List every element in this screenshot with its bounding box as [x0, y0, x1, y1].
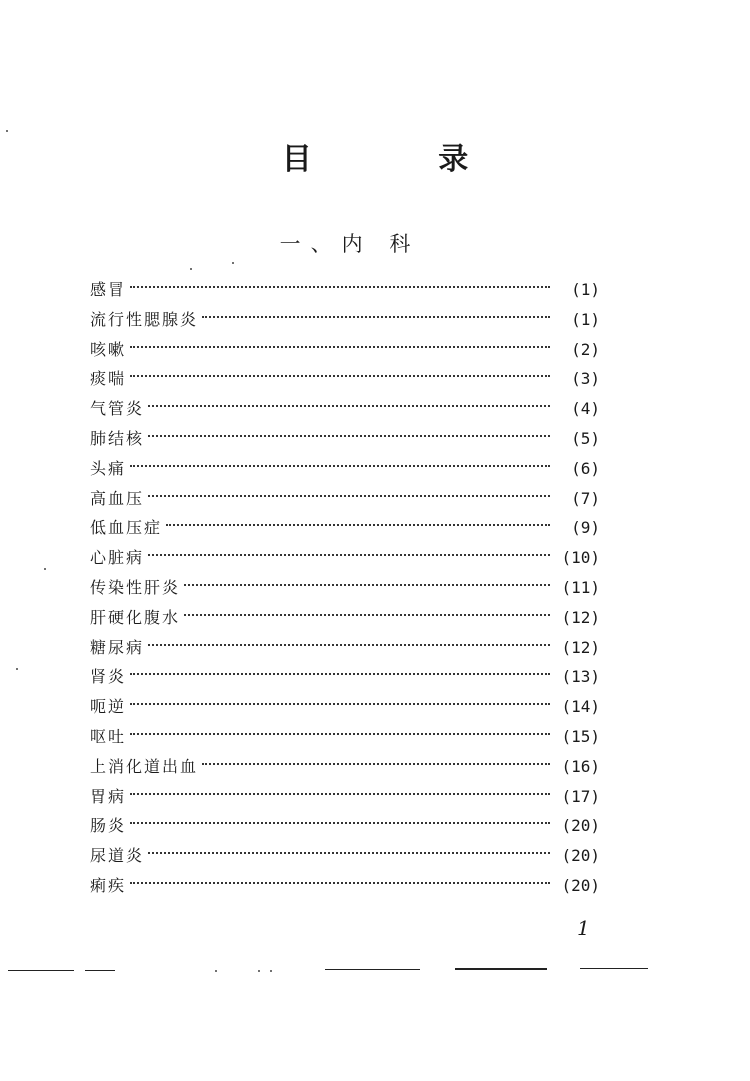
scan-speck — [190, 268, 192, 270]
scan-speck — [215, 970, 217, 972]
scan-speck — [258, 970, 260, 972]
dot-leader — [148, 644, 550, 646]
page-number: 1 — [577, 916, 590, 940]
toc-entry — [90, 335, 600, 365]
toc-entry-label: 咳嗽 — [90, 339, 127, 359]
section-heading: 一、内 科 — [279, 232, 421, 256]
toc-entry — [90, 275, 600, 305]
toc-entry-page: (2) — [571, 339, 600, 359]
toc-entry — [90, 662, 600, 692]
toc-entry — [90, 424, 600, 454]
table-of-contents — [90, 275, 600, 901]
toc-entry — [90, 811, 600, 841]
dot-leader — [148, 435, 550, 437]
scan-speck — [6, 130, 8, 132]
scan-line — [325, 969, 420, 970]
toc-entry-label: 肾炎 — [90, 667, 127, 687]
page-title: 目 录 — [281, 142, 527, 177]
toc-entry-page: (11) — [561, 577, 600, 597]
toc-entry-label: 心脏病 — [90, 548, 145, 568]
toc-entry — [90, 782, 600, 812]
toc-entry-page: (12) — [561, 607, 600, 627]
toc-entry — [90, 305, 600, 335]
dot-leader — [130, 673, 550, 675]
toc-entry-page: (6) — [571, 458, 600, 478]
toc-entry — [90, 722, 600, 752]
toc-entry-page: (13) — [561, 667, 600, 687]
toc-entry-label: 痰喘 — [90, 369, 127, 389]
dot-leader — [148, 405, 550, 407]
toc-entry — [90, 603, 600, 633]
toc-entry-page: (15) — [561, 726, 600, 746]
dot-leader — [202, 316, 550, 318]
toc-entry-label: 尿道炎 — [90, 846, 145, 866]
dot-leader — [184, 614, 550, 616]
dot-leader — [130, 822, 550, 824]
dot-leader — [130, 286, 550, 288]
toc-entry-label: 上消化道出血 — [90, 756, 199, 776]
toc-entry-page: (20) — [561, 816, 600, 836]
toc-entry-label: 呃逆 — [90, 697, 127, 717]
toc-entry-label: 气管炎 — [90, 399, 145, 419]
dot-leader — [202, 763, 550, 765]
dot-leader — [130, 733, 550, 735]
dot-leader — [148, 554, 550, 556]
toc-entry-label: 痢疾 — [90, 875, 127, 895]
toc-entry-page: (20) — [561, 875, 600, 895]
scan-line — [455, 968, 547, 970]
toc-entry-page: (1) — [571, 280, 600, 299]
dot-leader — [148, 495, 550, 497]
toc-entry-page: (12) — [561, 637, 600, 657]
toc-entry-label: 胃病 — [90, 786, 127, 806]
toc-entry-label: 肺结核 — [90, 428, 145, 448]
scan-speck — [44, 568, 46, 570]
toc-entry-page: (16) — [561, 756, 600, 776]
toc-entry — [90, 484, 600, 514]
dot-leader — [130, 882, 550, 884]
toc-entry — [90, 692, 600, 722]
toc-entry — [90, 543, 600, 573]
dot-leader — [130, 703, 550, 705]
toc-entry-page: (20) — [561, 846, 600, 866]
dot-leader — [130, 375, 550, 377]
toc-entry-page: (4) — [571, 399, 600, 419]
toc-entry-label: 传染性肝炎 — [90, 577, 181, 597]
dot-leader — [130, 346, 550, 348]
toc-entry — [90, 871, 600, 901]
toc-entry-page: (14) — [561, 697, 600, 717]
toc-entry-page: (10) — [561, 548, 600, 568]
toc-entry-page: (5) — [571, 428, 600, 448]
scan-line — [8, 970, 74, 971]
toc-entry — [90, 573, 600, 603]
dot-leader — [130, 465, 550, 467]
toc-entry-label: 流行性腮腺炎 — [90, 309, 199, 329]
toc-entry-page: (9) — [571, 518, 600, 538]
dot-leader — [184, 584, 550, 586]
toc-entry — [90, 454, 600, 484]
toc-entry-label: 肝硬化腹水 — [90, 607, 181, 627]
toc-entry-label: 感冒 — [90, 280, 127, 299]
scan-speck — [232, 262, 234, 264]
toc-entry-label: 头痛 — [90, 458, 127, 478]
toc-entry-page: (1) — [571, 309, 600, 329]
toc-entry-label: 呕吐 — [90, 726, 127, 746]
toc-entry-page: (17) — [561, 786, 600, 806]
toc-entry-label: 高血压 — [90, 488, 145, 508]
scan-speck — [270, 970, 272, 972]
toc-entry-label: 糖尿病 — [90, 637, 145, 657]
dot-leader — [130, 793, 550, 795]
scan-line — [580, 968, 648, 969]
toc-entry — [90, 364, 600, 394]
toc-entry-page: (7) — [571, 488, 600, 508]
toc-entry-page: (3) — [571, 369, 600, 389]
toc-entry — [90, 841, 600, 871]
scan-line — [85, 970, 115, 971]
scan-speck — [16, 668, 18, 670]
toc-entry — [90, 394, 600, 424]
toc-entry — [90, 752, 600, 782]
toc-entry — [90, 513, 600, 543]
toc-entry — [90, 633, 600, 663]
toc-entry-label: 低血压症 — [90, 518, 163, 538]
dot-leader — [148, 852, 550, 854]
toc-entry-label: 肠炎 — [90, 816, 127, 836]
dot-leader — [166, 524, 550, 526]
